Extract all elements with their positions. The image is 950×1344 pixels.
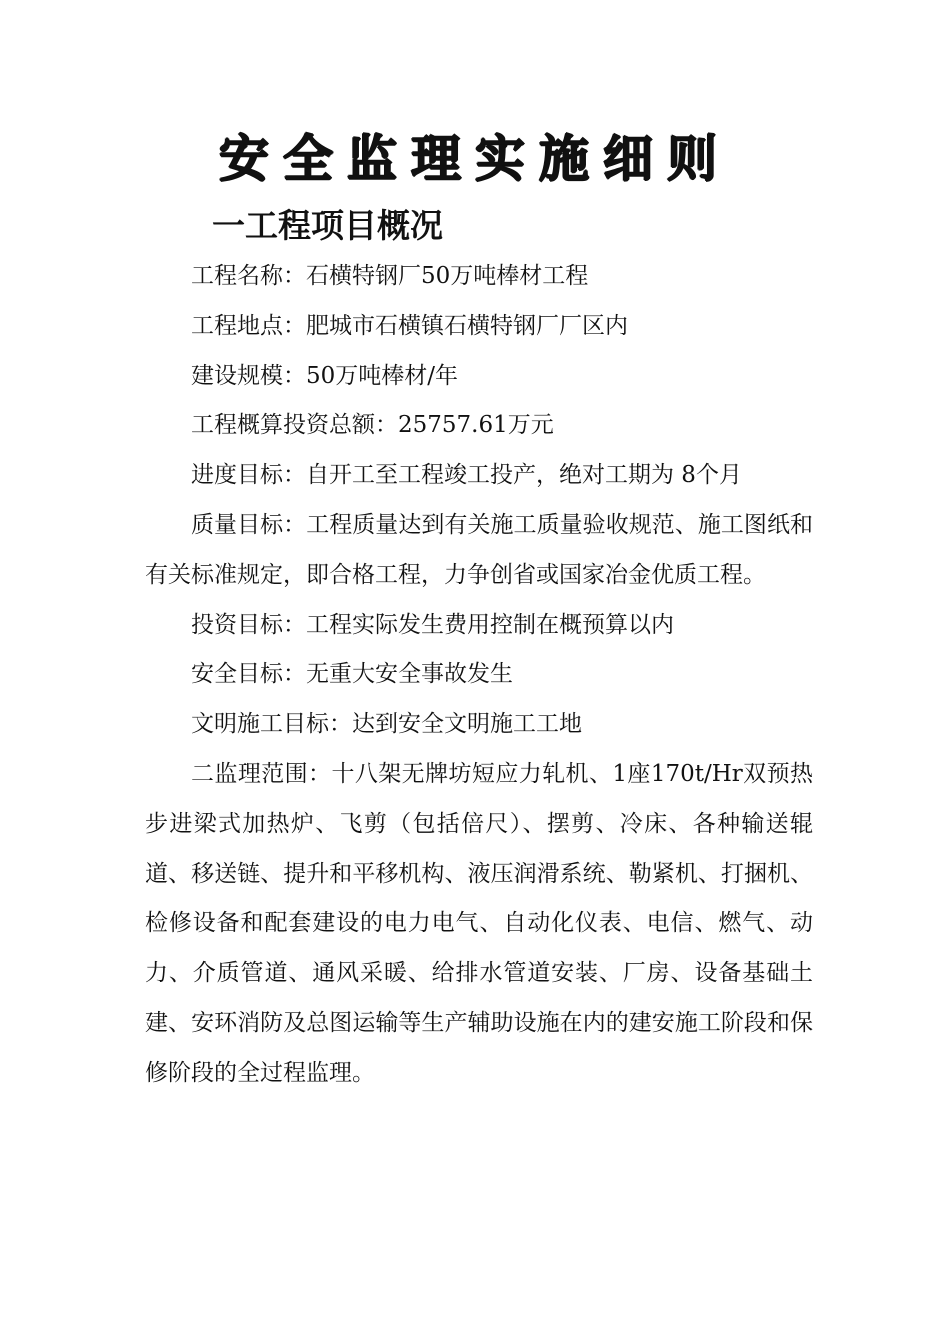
document-title: 安全监理实施细则: [219, 129, 731, 188]
section-heading: 一工程项目概况: [212, 206, 443, 245]
paragraph-construction-scale: 建设规模：50万吨棒材/年: [191, 362, 459, 389]
paragraph-safety-target: 安全目标：无重大安全事故发生: [191, 661, 513, 688]
document-body: [145, 252, 813, 1099]
paragraph-quality-target: 质量目标：工程质量达到有关施工质量验收规范、施工图纸和有关标准规定，即合格工程，力争创省或国家冶金优质工程。: [145, 511, 813, 588]
paragraph-schedule-target: 进度目标：自开工至工程竣工投产，绝对工期为 8个月: [191, 462, 742, 489]
paragraph-project-location: 工程地点：肥城市石横镇石横特钢厂厂区内: [191, 312, 628, 339]
paragraph-investment-total: 工程概算投资总额：25757.61万元: [191, 412, 554, 439]
paragraph-supervision-scope: 二监理范围：十八架无牌坊短应力轧机、1座170t/Hr双预热步进梁式加热炉、飞剪（包括倍尺）、摆剪、冷床、各种输送辊道、移送链、提升和平移机构、液压润滑系统、勒紧机、打捆机、检修设备和配套建设的电力电气、自动化仪表、电信、燃气、动力、介质管道、通风采暖、给排水管道安装、厂房、设备基础土建、安环消防及总图运输等生产辅助设施在内的建安施工阶段和保修阶段的全过程监理。: [145, 760, 813, 1086]
paragraph-project-name: 工程名称：石横特钢厂50万吨棒材工程: [191, 263, 589, 289]
paragraph-investment-target: 投资目标：工程实际发生费用控制在概预算以内: [191, 611, 674, 638]
paragraph-civilized-construction-target: 文明施工目标：达到安全文明施工工地: [191, 711, 582, 738]
